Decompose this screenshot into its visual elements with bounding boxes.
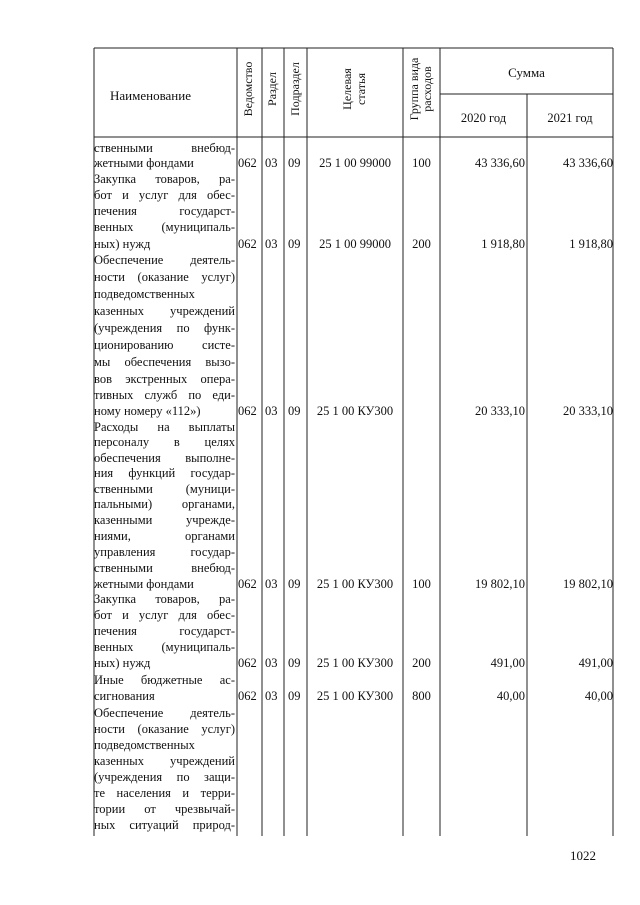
row-sum-2020: 19 802,10 [475,577,525,591]
row-sum-2021: 19 802,10 [563,577,613,591]
row-name-line: (учреждения по защи- [94,770,235,784]
row-celevaya: 25 1 00 КУ300 [316,656,394,670]
row-name-line: те населения и терри- [94,786,235,800]
row-ved: 062 [238,237,257,251]
row-name-line: сигнования [94,689,155,703]
header-razdel: Раздел [265,72,279,106]
row-gruppa: 200 [412,656,431,670]
row-name-line: ному номеру «112») [94,404,201,418]
row-razdel: 03 [265,689,278,703]
row-razdel: 03 [265,237,278,251]
row-name-line: ности (оказание услуг) [94,722,235,736]
row-name-line: тории от чрезвычай- [94,802,235,816]
row-name-line: печения государст- [94,204,235,218]
row-name-line: бот и услуг для обес- [94,608,235,622]
row-gruppa: 200 [412,237,431,251]
row-sum-2021: 1 918,80 [569,237,613,251]
row-name-line: Иные бюджетные ас- [94,673,235,687]
row-sum-2020: 1 918,80 [481,237,525,251]
row-name-line: казенными учрежде- [94,513,235,527]
row-name-line: Расходы на выплаты [94,420,235,434]
row-name-line: жетными фондами [94,156,194,170]
row-sum-2021: 20 333,10 [563,404,613,418]
row-ved: 062 [238,156,257,170]
row-gruppa: 800 [412,689,431,703]
row-name-line: ственными внебюд- [94,561,235,575]
header-podrazdel: Подраздел [288,62,302,116]
row-celevaya: 25 1 00 99000 [319,237,391,251]
row-name-line: мы обеспечения вызо- [94,355,235,369]
row-podrazdel: 09 [288,577,301,591]
row-name-line: ственными (муници- [94,482,235,496]
row-name-line: Обеспечение деятель- [94,253,235,267]
row-gruppa: 100 [412,156,431,170]
row-name-line: обеспечения выполне- [94,451,235,465]
row-podrazdel: 09 [288,237,301,251]
row-name-line: ционированию систе- [94,338,235,352]
header-gruppa-2: расходов [420,66,434,112]
row-name-line: ных ситуаций природ- [94,818,235,832]
row-sum-2020: 43 336,60 [475,156,525,170]
header-gruppa-1: Группа вида [407,57,421,121]
row-celevaya: 25 1 00 КУ300 [316,404,394,418]
row-name-line: казенных учреждений [94,304,235,318]
header-celevaya-2: статья [354,73,368,105]
row-podrazdel: 09 [288,404,301,418]
row-name-line: венных (муниципаль- [94,640,235,654]
row-name-line: ных) нужд [94,237,151,251]
row-ved: 062 [238,404,257,418]
row-name-line: подведомственных [94,738,195,752]
row-gruppa: 100 [412,577,431,591]
row-sum-2020: 40,00 [496,689,525,703]
header-year-2021: 2021 год [547,111,593,125]
row-name-line: подведомственных [94,287,195,301]
row-sum-2021: 491,00 [578,656,613,670]
row-name-line: (учреждения по функ- [94,321,235,335]
row-podrazdel: 09 [288,656,301,670]
row-name-line: Закупка товаров, ра- [94,592,235,606]
row-razdel: 03 [265,156,278,170]
header-vedomstvo: Ведомство [241,61,255,117]
row-name-line: управления государ- [94,545,235,559]
row-name-line: венных (муниципаль- [94,220,235,234]
row-razdel: 03 [265,577,278,591]
header-name: Наименование [110,88,191,103]
row-ved: 062 [238,689,257,703]
row-ved: 062 [238,577,257,591]
row-name-line: тивных служб по еди- [94,388,235,402]
row-name-line: Закупка товаров, ра- [94,172,235,186]
row-name-line: Обеспечение деятель- [94,706,235,720]
row-sum-2021: 40,00 [584,689,613,703]
row-sum-2021: 43 336,60 [563,156,613,170]
header-celevaya-1: Целевая [340,68,354,110]
row-celevaya: 25 1 00 99000 [319,156,391,170]
row-name-line: казенных учреждений [94,754,235,768]
row-name-line: ниями, органами [94,529,235,543]
row-ved: 062 [238,656,257,670]
row-sum-2020: 20 333,10 [475,404,525,418]
row-name-line: ности (оказание услуг) [94,270,235,284]
row-name-line: персоналу в целях [94,435,235,449]
row-celevaya: 25 1 00 КУ300 [316,689,394,703]
row-name-line: ных) нужд [94,656,151,670]
row-name-line: ственными внебюд- [94,141,235,155]
page-number: 1022 [570,848,596,863]
header-year-2020: 2020 год [460,111,507,125]
row-podrazdel: 09 [288,689,301,703]
row-sum-2020: 491,00 [490,656,525,670]
row-name-line: ния функций государ- [94,466,235,480]
row-razdel: 03 [265,656,278,670]
row-name-line: пальными) органами, [94,497,235,511]
header-summa: Сумма [508,65,545,80]
row-celevaya: 25 1 00 КУ300 [316,577,394,591]
row-name-line: бот и услуг для обес- [94,188,235,202]
row-podrazdel: 09 [288,156,301,170]
row-name-line: печения государст- [94,624,235,638]
row-name-line: жетными фондами [94,577,194,591]
row-name-line: вов экстренных опера- [94,372,235,386]
row-razdel: 03 [265,404,278,418]
